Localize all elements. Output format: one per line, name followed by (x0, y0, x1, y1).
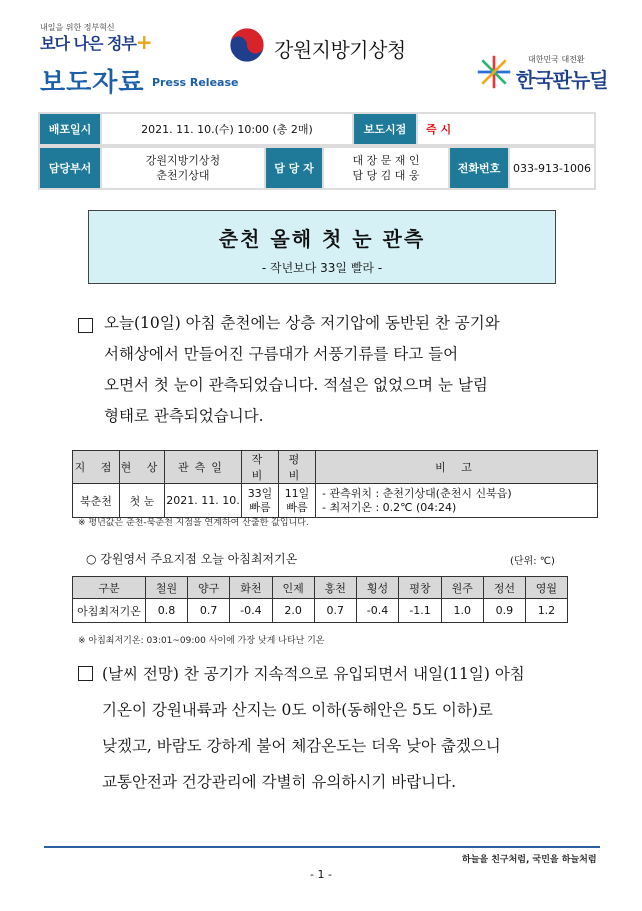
obs-remark-min-temp: - 최저기온 : 0.2℃ (04:24) (322, 500, 457, 514)
footer-divider (44, 846, 600, 848)
min-temp-table (72, 576, 568, 623)
obs-header-remark: 비 고 (316, 451, 598, 484)
min-temp-header-station: 평창 (399, 577, 441, 599)
press-title: 보도자료 (40, 68, 145, 98)
obs-note: ※ 평년값은 춘천-북춘천 지점을 연계하여 산출한 값입니다. (78, 518, 309, 528)
obs-vs-last-word: 빠름 (249, 500, 271, 514)
paragraph-1-line: 오늘(10일) 아침 춘천에는 상층 저기압에 동반된 찬 공기와 (104, 314, 500, 332)
paragraph-1-line: 서해상에서 만들어진 구름대가 서풍기류를 타고 들어 (104, 345, 459, 363)
obs-vs-avg-days: 11일 (284, 486, 310, 500)
min-temp-value: -0.4 (356, 599, 398, 623)
obs-vs-last (242, 484, 279, 518)
person-value (324, 148, 448, 188)
obs-phenomenon: 첫 눈 (120, 484, 165, 518)
person-label: 담 당 자 (266, 148, 322, 188)
paragraph-2 (102, 656, 598, 800)
min-temp-header-station: 철원 (146, 577, 188, 599)
checkbox-bullet-icon (78, 318, 93, 333)
min-temp-header-station: 양구 (188, 577, 230, 599)
person-value-line1: 대 장 문 재 인 (352, 154, 420, 167)
paragraph-1-line: 오면서 첫 눈이 관측되었습니다. 적설은 없었으며 눈 날림 (104, 376, 488, 394)
info-row-date (38, 112, 596, 146)
release-label: 보도시점 (354, 114, 416, 144)
min-temp-header-station: 원주 (441, 577, 483, 599)
page-title: 춘천 올해 첫 눈 관측 (218, 227, 426, 251)
paragraph-2-line: 기온이 강원내륙과 산지는 0도 이하(동해안은 5도 이하)로 (102, 701, 493, 719)
min-temp-header-station: 영월 (525, 577, 567, 599)
paragraph-2-line: 낮겠고, 바람도 강하게 불어 체감온도는 더욱 낮아 춥겠으니 (102, 737, 501, 755)
gov-slogan-small: 내일을 위한 정부혁신 (40, 23, 115, 32)
min-temp-header-category: 구분 (73, 577, 146, 599)
release-value: 즉 시 (418, 114, 594, 144)
min-temp-value: 2.0 (272, 599, 314, 623)
obs-header-phenomenon: 현 상 (120, 451, 165, 484)
dept-value (102, 148, 264, 188)
min-temp-unit: (단위: ℃) (510, 556, 555, 567)
gov-slogan-text: 보다 나은 정부 (40, 34, 136, 53)
obs-vs-avg (279, 484, 316, 518)
obs-remark-location: - 관측위치 : 춘천기상대(춘천시 신북읍) (322, 486, 512, 500)
page-number: - 1 - (310, 868, 332, 881)
info-row-dept (38, 146, 596, 190)
obs-station: 북춘천 (73, 484, 120, 518)
min-temp-header-station: 홍천 (314, 577, 356, 599)
taegeuk-emblem-icon (228, 26, 266, 64)
dept-label: 담당부서 (40, 148, 100, 188)
plus-icon: + (135, 30, 152, 54)
date-value: 2021. 11. 10.(수) 10:00 (총 2매) (102, 114, 352, 144)
min-temp-header-station: 정선 (483, 577, 525, 599)
obs-header-vs-last: 작 비 (242, 451, 279, 484)
newdeal-star-icon (476, 54, 512, 90)
dept-value-line1: 강원지방기상청 (145, 154, 221, 167)
footer-slogan: 하늘을 친구처럼, 국민을 하늘처럼 (462, 855, 597, 865)
min-temp-header-station: 인제 (272, 577, 314, 599)
obs-header-vs-avg: 평 비 (279, 451, 316, 484)
min-temp-value: -1.1 (399, 599, 441, 623)
obs-header-date: 관측일 (165, 451, 242, 484)
obs-date: 2021. 11. 10. (165, 484, 242, 518)
newdeal-logo-text: 한국판뉴딜 (516, 68, 608, 92)
min-temp-note: ※ 아침최저기온: 03:01~09:00 사이에 가장 낮게 나타난 기온 (78, 636, 325, 646)
paragraph-2-line: 교통안전과 건강관리에 각별히 유의하시기 바랍니다. (102, 773, 457, 791)
min-temp-value: 0.7 (188, 599, 230, 623)
date-label: 배포일시 (40, 114, 100, 144)
newdeal-small: 대한민국 대전환 (528, 55, 585, 64)
min-temp-value: -0.4 (230, 599, 272, 623)
dept-value-line2: 춘천기상대 (156, 169, 210, 182)
min-temp-value: 0.8 (146, 599, 188, 623)
min-temp-value: 0.7 (314, 599, 356, 623)
person-value-line2: 담 당 김 대 웅 (352, 169, 420, 182)
min-temp-row-label: 아침최저기온 (73, 599, 146, 623)
obs-vs-avg-word: 빠름 (286, 500, 308, 514)
phone-value: 033-913-1006 (510, 148, 594, 188)
gov-slogan (40, 30, 152, 54)
obs-header-station: 지 점 (73, 451, 120, 484)
min-temp-value: 0.9 (483, 599, 525, 623)
min-temp-header-station: 횡성 (356, 577, 398, 599)
agency-name: 강원지방기상청 (274, 38, 406, 62)
min-temp-heading: ○ 강원영서 주요지점 오늘 아침최저기온 (86, 552, 298, 566)
paragraph-1-line: 형태로 관측되었습니다. (104, 407, 264, 425)
observation-table (72, 450, 598, 518)
min-temp-value: 1.2 (525, 599, 567, 623)
title-box (88, 210, 556, 284)
phone-label: 전화번호 (450, 148, 508, 188)
obs-remark (316, 484, 598, 518)
press-release-label: Press Release (152, 76, 239, 89)
min-temp-header-station: 화천 (230, 577, 272, 599)
obs-vs-last-days: 33일 (247, 486, 273, 500)
paragraph-1 (104, 308, 594, 432)
paragraph-2-line: (날씨 전망) 찬 공기가 지속적으로 유입되면서 내일(11일) 아침 (102, 665, 525, 683)
min-temp-value: 1.0 (441, 599, 483, 623)
page-subtitle: - 작년보다 33일 빨라 - (261, 261, 383, 275)
checkbox-bullet-icon (78, 666, 93, 681)
